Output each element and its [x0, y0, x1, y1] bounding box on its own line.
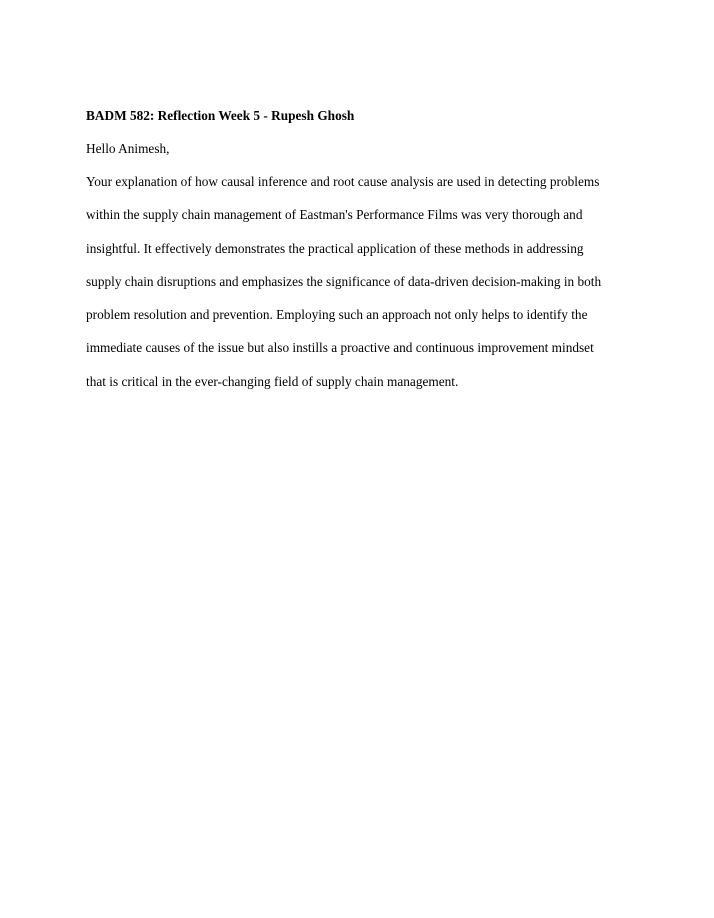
- body-line: immediate causes of the issue but also instills a proactive and continuous improvement mindset: [86, 340, 594, 356]
- body-line: Your explanation of how causal inference and root cause analysis are used in detecting problems: [86, 174, 600, 189]
- body-line: within the supply chain management of Eastman's Performance Films was very thorough and: [86, 207, 583, 223]
- body-paragraph: [86, 172, 646, 392]
- body-line: that is critical in the ever-changing field of supply chain management.: [86, 373, 459, 389]
- body-line: supply chain disruptions and emphasizes the significance of data-driven decision-making in both: [86, 273, 602, 289]
- body-line: insightful. It effectively demonstrates the practical application of these methods in addressing: [86, 240, 584, 256]
- greeting: Hello Animesh,: [86, 141, 170, 156]
- document-title: BADM 582: Reflection Week 5 - Rupesh Ghosh: [86, 108, 355, 123]
- body-line: problem resolution and prevention. Employing such an approach not only helps to identify the: [86, 307, 588, 323]
- document-content: [86, 106, 646, 405]
